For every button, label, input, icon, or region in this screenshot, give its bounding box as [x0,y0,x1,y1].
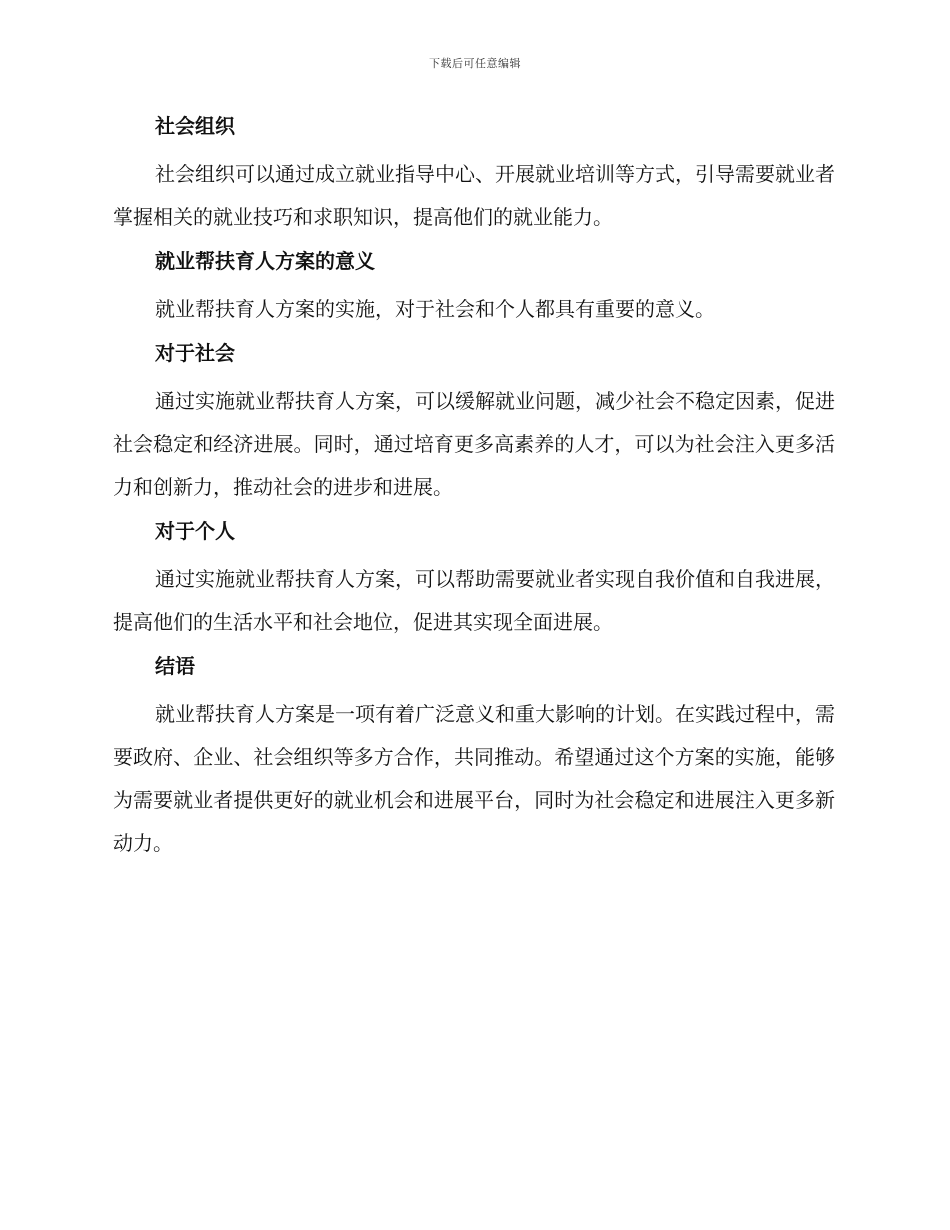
section-heading: 对于个人 [155,519,235,543]
section-heading: 就业帮扶育人方案的意义 [155,249,375,273]
section-paragraph: 通过实施就业帮扶育人方案，可以帮助需要就业者实现自我价值和自我进展，提高他们的生活水平和社会地位，促进其实现全面进展。 [113,567,835,634]
section-heading: 结语 [155,654,195,678]
section-paragraph: 就业帮扶育人方案是一项有着广泛意义和重大影响的计划。在实践过程中，需要政府、企业、社会组织等多方合作，共同推动。希望通过这个方案的实施，能够为需要就业者提供更好的就业机会和进展平台，同时为社会稳定和进展注入更多新动力。 [113,702,835,855]
section-paragraph: 通过实施就业帮扶育人方案，可以缓解就业问题，减少社会不稳定因素，促进社会稳定和经济进展。同时，通过培育更多高素养的人才，可以为社会注入更多活力和创新力，推动社会的进步和进展。 [113,389,835,499]
page-header: 下载后可任意编辑 [429,57,521,70]
section-heading: 对于社会 [155,341,235,365]
document-body [113,112,835,873]
section-paragraph: 社会组织可以通过成立就业指导中心、开展就业培训等方式，引导需要就业者掌握相关的就业技巧和求职知识，提高他们的就业能力。 [113,162,835,229]
section-paragraph: 就业帮扶育人方案的实施，对于社会和个人都具有重要的意义。 [155,297,715,321]
section-heading: 社会组织 [155,114,235,138]
